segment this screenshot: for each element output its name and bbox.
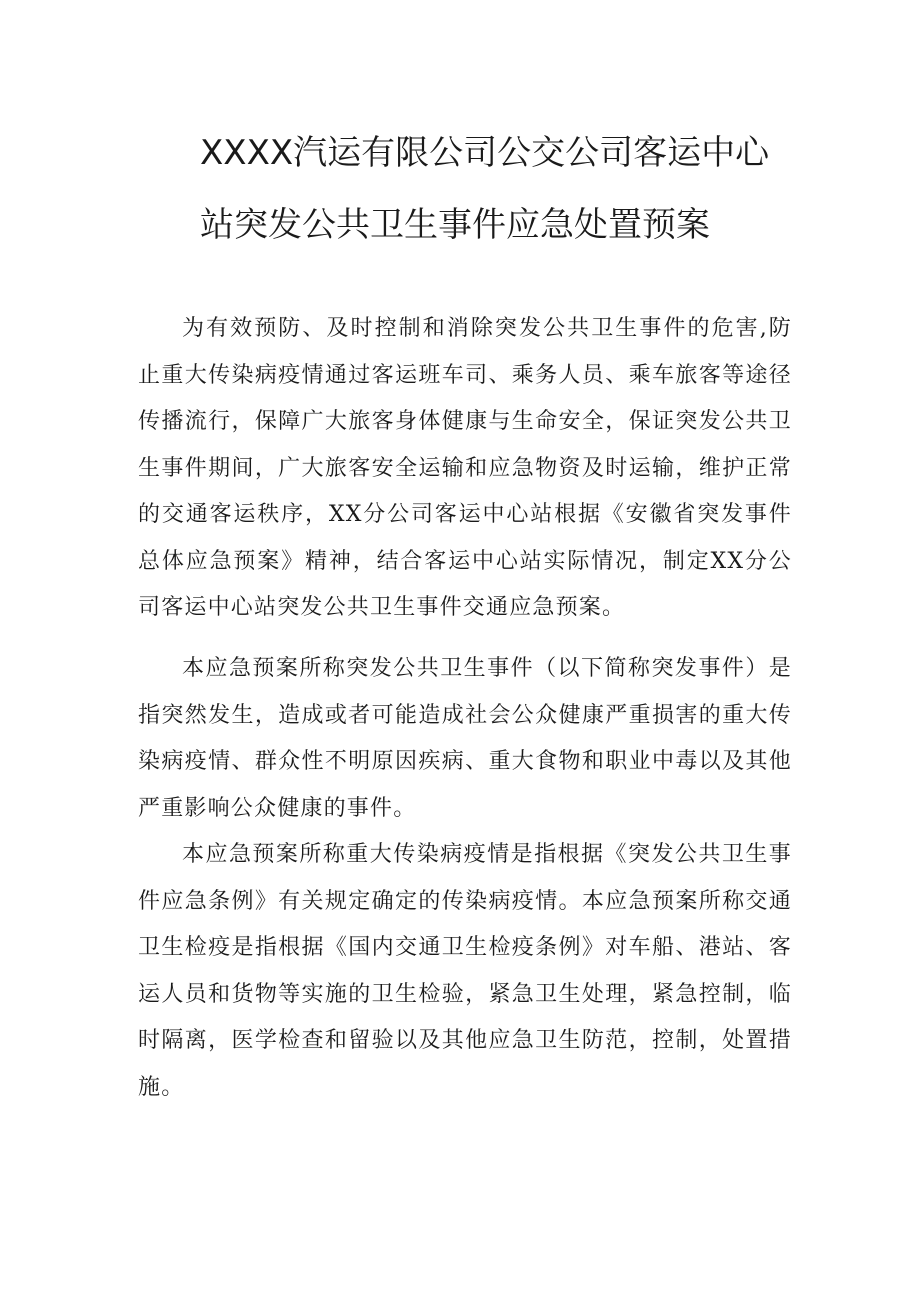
document-title-line-2: 站突发公共卫生事件应急处置预案 [200,205,710,245]
body-paragraph-1: 为有效预防、及时控制和消除突发公共卫生事件的危害,防止重大传染病疫情通过客运班车司、乘务人员、乘车旅客等途径传播流行，保障广大旅客身体健康与生命安全，保证突发公共卫生事件期间，广大旅客安全运输和应急物资及时运输，维护正常的交通客运秩序，XX分公司客运中心站根据《安徽省突发事件总体应急预案》精神，结合客运中心站实际情况，制定XX分公司客运中心站突发公共卫生事件交通应急预案。 [138,316,792,620]
document-title-line-1: XXXX汽运有限公司公交公司客运中心 [200,133,770,173]
body-paragraph-2: 本应急预案所称突发公共卫生事件（以下简称突发事件）是指突然发生，造成或者可能造成社会公众健康严重损害的重大传染病疫情、群众性不明原因疾病、重大食物和职业中毒以及其他严重影响公众健康的事件。 [138,656,792,821]
body-paragraph-3: 本应急预案所称重大传染病疫情是指根据《突发公共卫生事件应急条例》有关规定确定的传染病疫情。本应急预案所称交通卫生检疫是指根据《国内交通卫生检疫条例》对车船、港站、客运人员和货物等实施的卫生检验，紧急卫生处理，紧急控制，临时隔离，医学检查和留验以及其他应急卫生防范，控制，处置措施。 [138,842,792,1100]
